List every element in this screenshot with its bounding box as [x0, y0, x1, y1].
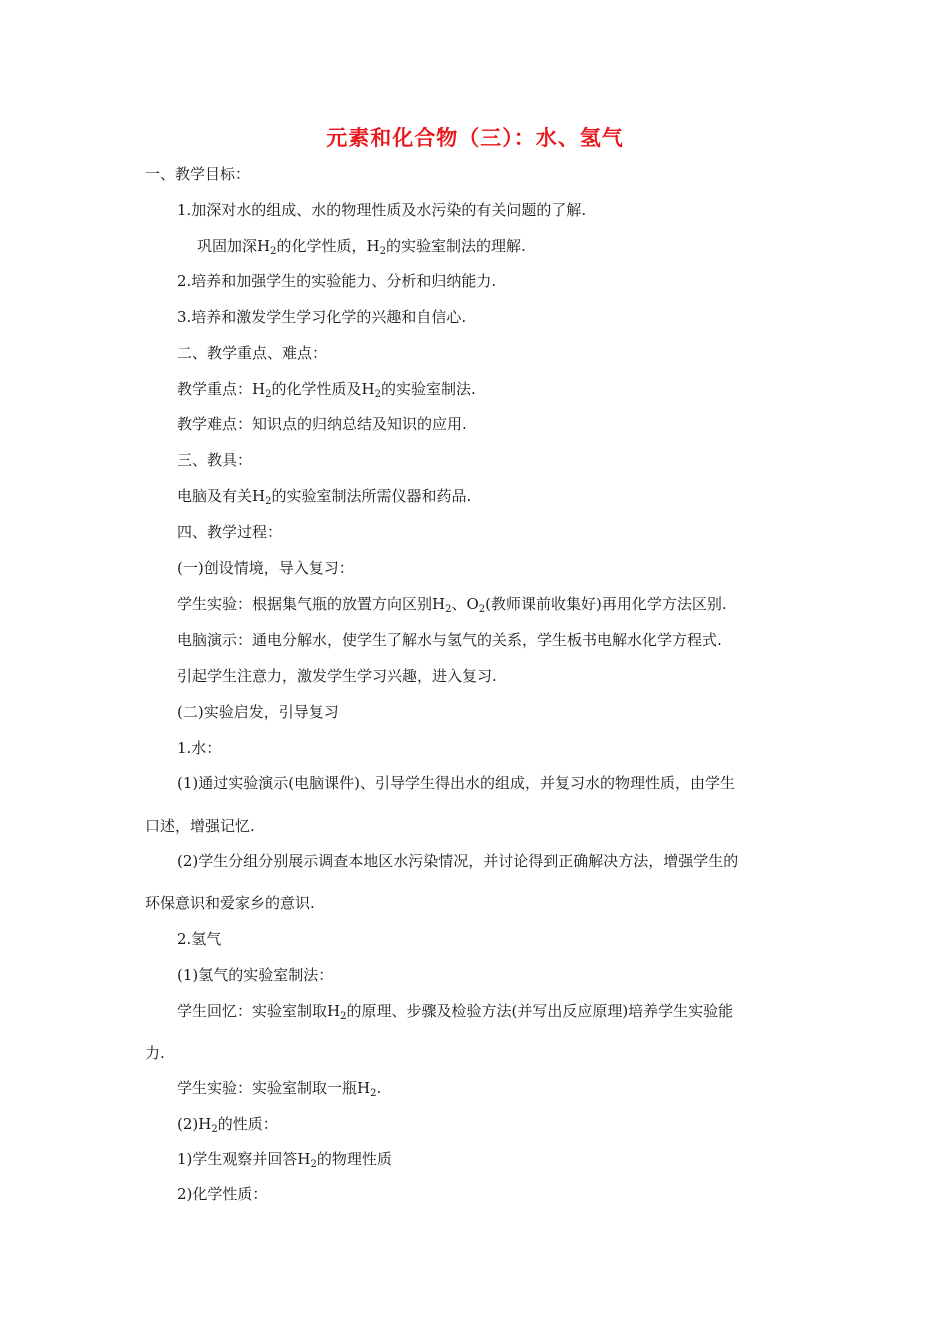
paragraph: (一)创设情境，导入复习：: [177, 559, 354, 577]
paragraph: 力.: [145, 1044, 165, 1062]
paragraph: 学生实验：根据集气瓶的放置方向区别$H_2$、$O_2$(教师课前收集好)再用化学方法区别.: [177, 595, 727, 615]
document-title: 元素和化合物（三）：水、氢气: [326, 126, 624, 150]
paragraph: 2)化学性质：: [177, 1185, 268, 1203]
paragraph: 引起学生注意力，激发学生学习兴趣，进入复习.: [177, 667, 497, 685]
paragraph: 学生回忆：实验室制取$H_2$的原理、步骤及检验方法(并写出反应原理)培养学生实验能: [177, 1002, 734, 1022]
section-heading-key-points: 二、教学重点、难点：: [177, 344, 328, 362]
paragraph: (二)实验启发，引导复习: [177, 703, 339, 721]
paragraph: 3.培养和激发学生学习化学的兴趣和自信心.: [177, 308, 467, 326]
paragraph: 2.氢气: [177, 930, 222, 948]
paragraph: 2.培养和加强学生的实验能力、分析和归纳能力.: [177, 272, 497, 290]
paragraph: 1)学生观察并回答$H_2$的物理性质: [177, 1150, 392, 1170]
section-heading-process: 四、教学过程：: [177, 523, 283, 541]
paragraph: 巩固加深$H_2$的化学性质，$H_2$的实验室制法的理解.: [197, 237, 526, 257]
paragraph: 口述，增强记忆.: [145, 817, 255, 835]
paragraph: (1)氢气的实验室制法：: [177, 966, 334, 984]
paragraph: 电脑演示：通电分解水，使学生了解水与氢气的关系，学生板书电解水化学方程式.: [177, 631, 722, 649]
paragraph: (2)学生分组分别展示调查本地区水污染情况，并讨论得到正确解决方法，增强学生的: [177, 852, 739, 870]
paragraph: 1.水：: [177, 739, 222, 757]
paragraph: (1)通过实验演示(电脑课件)、引导学生得出水的组成，并复习水的物理性质，由学生: [177, 774, 735, 792]
section-heading-tools: 三、教具：: [177, 451, 253, 469]
paragraph: 学生实验：实验室制取一瓶$H_2$.: [177, 1079, 382, 1099]
section-heading-objectives: 一、教学目标：: [145, 165, 251, 183]
paragraph: $(2)H_2$的性质：: [177, 1115, 278, 1135]
paragraph: 1.加深对水的组成、水的物理性质及水污染的有关问题的了解.: [177, 201, 587, 219]
paragraph: 教学难点：知识点的归纳总结及知识的应用.: [177, 415, 467, 433]
paragraph: 环保意识和爱家乡的意识.: [145, 894, 315, 912]
paragraph: 教学重点：$H_2$的化学性质及$H_2$的实验室制法.: [177, 380, 476, 400]
paragraph: 电脑及有关$H_2$的实验室制法所需仪器和药品.: [177, 487, 472, 507]
